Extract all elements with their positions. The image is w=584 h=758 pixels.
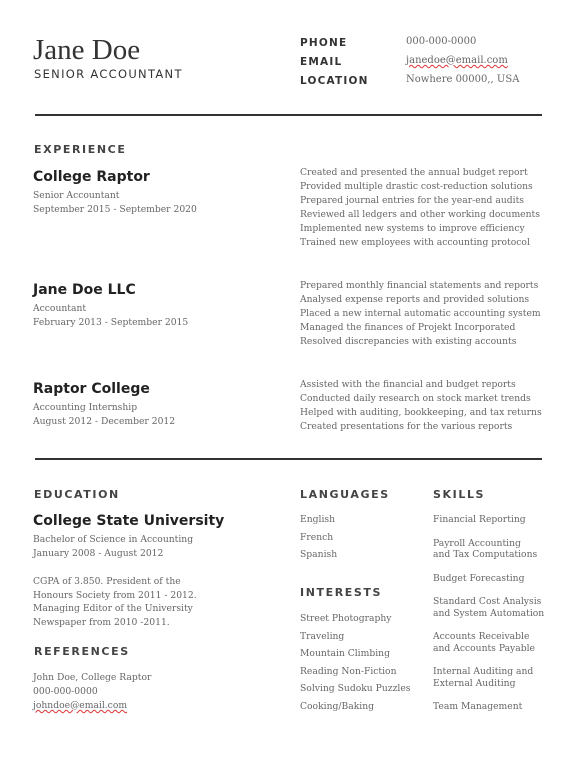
interest-item: Street Photography [300, 613, 392, 624]
skill-item: Internal Auditing and External Auditing [433, 666, 534, 689]
reference-contact [33, 671, 151, 713]
job-role: Accountant [33, 303, 87, 314]
interest-item: Cooking/Baking [300, 700, 375, 712]
school-name: College State University [33, 513, 225, 529]
email-username[interactable]: janedoe@email.com [406, 55, 508, 66]
job-dates: August 2012 - December 2012 [33, 416, 176, 427]
interest-item: Traveling [300, 630, 345, 642]
job-meta [33, 401, 175, 429]
degree: Bachelor of Science in Accounting [33, 534, 194, 545]
job-dates: February 2013 - September 2015 [33, 317, 189, 328]
job-role: Senior Accountant [33, 190, 120, 201]
skill-item: Payroll Accounting and Tax Computations [433, 537, 538, 560]
duty-item: Provided multiple drastic cost-reduction solutions [300, 181, 533, 192]
reference-email-link[interactable]: johndoe@email.com [33, 700, 128, 711]
languages-list [300, 514, 337, 567]
interest-item: Mountain Climbing [300, 648, 390, 659]
duty-item: Created presentations for the various reports [300, 421, 513, 432]
duty-item: Helped with auditing, bookkeeping, and tax returns [300, 407, 542, 418]
job-duties [300, 378, 550, 434]
location-label: LOCATION [300, 75, 369, 87]
company-name: College Raptor [33, 169, 150, 185]
duty-item: Created and presented the annual budget report [300, 167, 528, 178]
language-item: Spanish [300, 549, 338, 560]
section-divider [35, 458, 542, 460]
experience-heading: EXPERIENCE [34, 143, 127, 156]
duty-item: Managed the finances of Projekt Incorporated [300, 322, 516, 333]
header-divider [35, 114, 542, 116]
job-dates: September 2015 - September 2020 [33, 204, 197, 215]
skill-item: Team Management [433, 701, 523, 712]
duty-item: Assisted with the financial and budget reports [300, 379, 516, 390]
interests-list [300, 613, 411, 718]
languages-heading: LANGUAGES [300, 488, 390, 501]
location-value: Nowhere 00000,, USA [406, 74, 520, 85]
education-dates: January 2008 - August 2012 [33, 548, 164, 559]
detail-line: Honours Society from 2011 - 2012. [33, 589, 197, 601]
job-duties [300, 279, 550, 349]
detail-line: Managing Editor of the University [33, 603, 193, 614]
skills-list [433, 514, 563, 725]
duty-item: Reviewed all ledgers and other working documents [300, 209, 540, 220]
email-label: EMAIL [300, 56, 343, 68]
duty-item: Placed a new internal automatic accounting system [300, 308, 541, 319]
detail-line: CGPA of 3.850. President of the [33, 576, 181, 587]
interest-item: Solving Sudoku Puzzles [300, 683, 411, 694]
skills-heading: SKILLS [433, 488, 486, 501]
skill-item: Standard Cost Analysis and System Automation [433, 596, 545, 619]
company-name: Jane Doe LLC [33, 282, 136, 298]
education-details [33, 575, 233, 629]
duty-item: Trained new employees with accounting protocol [300, 237, 530, 248]
language-item: English [300, 514, 336, 525]
phone-label: PHONE [300, 37, 348, 49]
education-heading: EDUCATION [34, 488, 120, 501]
duty-item: Conducted daily research on stock market trends [300, 393, 531, 404]
skill-item: Budget Forecasting [433, 572, 525, 584]
duty-item: Resolved discrepancies with existing accounts [300, 336, 517, 347]
references-heading: REFERENCES [34, 645, 130, 658]
job-role: Accounting Internship [33, 402, 138, 413]
skill-item: Accounts Receivable and Accounts Payable [433, 631, 535, 654]
interest-item: Reading Non-Fiction [300, 665, 397, 677]
language-item: French [300, 531, 334, 543]
resume-name: Jane Doe [33, 34, 141, 66]
email-value[interactable] [406, 55, 508, 66]
duty-item: Prepared journal entries for the year-end audits [300, 195, 524, 206]
reference-name: John Doe, College Raptor [33, 672, 152, 683]
reference-phone: 000-000-0000 [33, 686, 98, 697]
interests-heading: INTERESTS [300, 586, 383, 599]
detail-line: Newspaper from 2010 -2011. [33, 616, 170, 628]
skill-item: Financial Reporting [433, 514, 526, 525]
duty-item: Analysed expense reports and provided solutions [300, 294, 530, 305]
job-meta [33, 189, 197, 217]
phone-value: 000-000-0000 [406, 36, 477, 47]
job-duties [300, 166, 550, 250]
company-name: Raptor College [33, 381, 150, 397]
duty-item: Prepared monthly financial statements and reports [300, 280, 539, 291]
reference-email[interactable] [33, 699, 151, 713]
duty-item: Implemented new systems to improve efficiency [300, 223, 525, 234]
education-meta [33, 533, 193, 561]
job-meta [33, 302, 188, 330]
job-title: SENIOR ACCOUNTANT [34, 67, 183, 81]
